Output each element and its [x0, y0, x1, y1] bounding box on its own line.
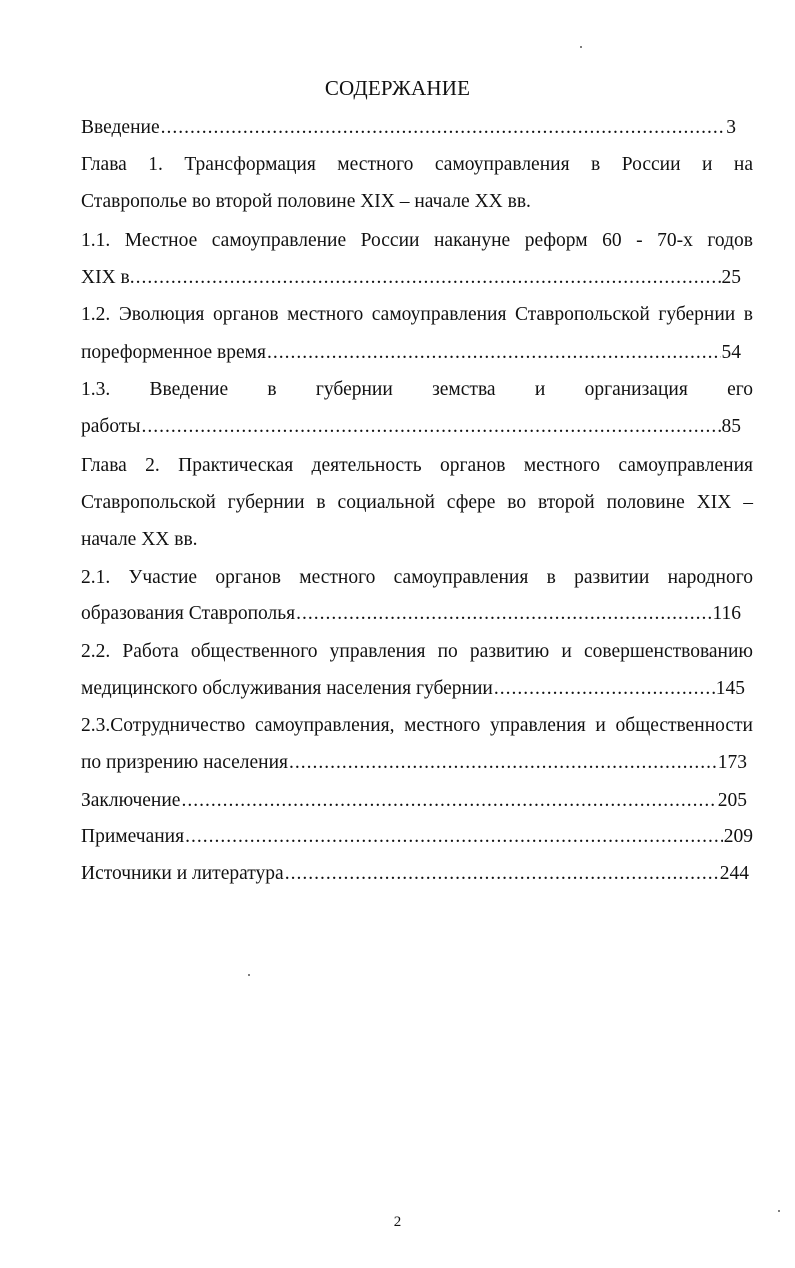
toc-section-1-1-line-1[interactable]: 1.1. Местное самоуправление России накануне реформ 60 - 70-х годов	[81, 230, 753, 251]
toc-chapter-2-line-1[interactable]: Глава 2. Практическая деятельность органов местного самоуправления	[81, 455, 753, 476]
toc-entry-sources[interactable]	[81, 860, 749, 888]
dot-leader	[141, 413, 720, 441]
dot-leader	[289, 749, 717, 777]
toc-page-number: 173	[717, 752, 747, 773]
toc-entry-title: медицинского обслуживания населения губернии	[81, 678, 493, 699]
toc-entry-title: образования Ставрополья	[81, 603, 296, 624]
scan-speck	[778, 1210, 780, 1212]
toc-page-number: 116	[712, 603, 741, 624]
toc-entry-title: Источники и литература	[81, 863, 284, 884]
toc-section-2-3-line-2[interactable]	[81, 749, 747, 777]
toc-entry-title: работы	[81, 416, 141, 437]
toc-page-number: 205	[717, 790, 747, 811]
toc-entry-conclusion[interactable]	[81, 787, 747, 815]
toc-page-number: 25	[721, 267, 741, 288]
toc-chapter-1-line-2[interactable]: Ставрополье во второй половине XIX – начале XX вв.	[81, 191, 531, 212]
toc-entry-introduction[interactable]	[81, 114, 736, 142]
dot-leader	[181, 787, 716, 815]
toc-section-1-1-line-2[interactable]	[81, 264, 741, 292]
toc-section-1-2-line-1[interactable]: 1.2. Эволюция органов местного самоуправления Ставропольской губернии в	[81, 304, 753, 325]
toc-section-2-1-line-1[interactable]: 2.1. Участие органов местного самоуправления в развитии народного	[81, 567, 753, 588]
toc-section-1-3-line-1[interactable]: 1.3. Введение в губернии земства и организация его	[81, 379, 753, 400]
toc-entry-title: Заключение	[81, 790, 181, 811]
dot-leader	[136, 264, 721, 292]
toc-chapter-2-line-2[interactable]: Ставропольской губернии в социальной сфере во второй половине XIX –	[81, 492, 753, 513]
dot-leader	[161, 114, 726, 142]
toc-section-1-2-line-2[interactable]	[81, 339, 741, 367]
toc-page-number: 244	[719, 863, 749, 884]
page-number: 2	[393, 1214, 402, 1230]
scan-speck	[580, 46, 582, 48]
toc-entry-notes[interactable]	[81, 823, 753, 851]
toc-section-2-1-line-2[interactable]	[81, 600, 741, 628]
dot-leader	[296, 600, 711, 628]
toc-chapter-1-line-1[interactable]: Глава 1. Трансформация местного самоуправления в России и на	[81, 154, 753, 175]
toc-section-2-2-line-2[interactable]	[81, 675, 745, 703]
dot-leader	[494, 675, 715, 703]
toc-page-number: 145	[715, 678, 745, 699]
toc-entry-title: XIX в.	[81, 267, 135, 288]
toc-entry-title: Примечания	[81, 826, 185, 847]
toc-entry-title: по призрению населения	[81, 752, 288, 773]
toc-page-number: 209	[723, 826, 753, 847]
dot-leader	[185, 823, 723, 851]
dot-leader	[267, 339, 721, 367]
toc-section-2-2-line-1[interactable]: 2.2. Работа общественного управления по развитию и совершенствованию	[81, 641, 753, 662]
toc-section-1-3-line-2[interactable]	[81, 413, 741, 441]
toc-entry-title: Введение	[81, 117, 160, 138]
toc-section-2-3-line-1[interactable]: 2.3.Сотрудничество самоуправления, местного управления и общественности	[81, 715, 753, 736]
toc-page-number: 3	[726, 117, 736, 138]
toc-page-number: 54	[721, 342, 741, 363]
toc-entry-title: пореформенное время	[81, 342, 266, 363]
scan-speck	[248, 974, 250, 976]
toc-chapter-2-line-3[interactable]: начале XX вв.	[81, 529, 198, 550]
toc-page-number: 85	[721, 416, 741, 437]
dot-leader	[285, 860, 719, 888]
page-title: СОДЕРЖАНИЕ	[324, 76, 471, 100]
